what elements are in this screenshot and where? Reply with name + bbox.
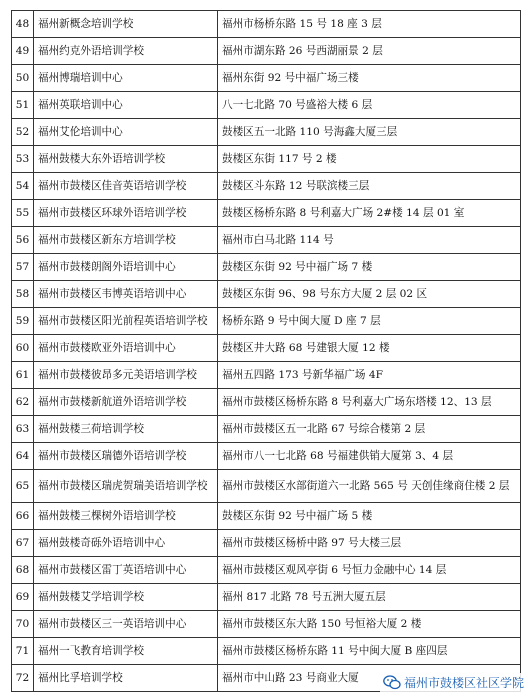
row-number: 61 <box>12 362 34 389</box>
school-address: 鼓楼区东街 117 号 2 楼 <box>218 146 521 173</box>
watermark <box>380 673 527 692</box>
row-number: 66 <box>12 503 34 530</box>
school-address: 鼓楼区东街 92 号中福广场 7 楼 <box>218 254 521 281</box>
school-name: 福州市鼓楼区韦博英语培训中心 <box>34 281 218 308</box>
school-name: 福州市鼓楼区雷丁英语培训中心 <box>34 557 218 584</box>
table-row <box>12 308 521 335</box>
school-name: 福州鼓楼三棵树外语培训学校 <box>34 503 218 530</box>
row-number: 63 <box>12 416 34 443</box>
school-address: 福州市鼓楼区杨桥东路 11 号中闽大厦 B 座四层 <box>218 638 521 665</box>
school-address: 福州市鼓楼区五一北路 67 号综合楼第 2 层 <box>218 416 521 443</box>
row-number: 70 <box>12 611 34 638</box>
table-row <box>12 611 521 638</box>
school-name: 福州鼓楼三荷培训学校 <box>34 416 218 443</box>
row-number: 48 <box>12 11 34 38</box>
row-number: 58 <box>12 281 34 308</box>
school-name: 福州一飞教育培训学校 <box>34 638 218 665</box>
row-number: 59 <box>12 308 34 335</box>
table-row <box>12 281 521 308</box>
school-address: 福州市湖东路 26 号西湖丽景 2 层 <box>218 38 521 65</box>
school-address: 福州市鼓楼区东大路 150 号恒裕大厦 2 楼 <box>218 611 521 638</box>
school-address: 鼓楼区井大路 68 号建银大厦 12 楼 <box>218 335 521 362</box>
school-name: 福州市鼓楼区新东方培训学校 <box>34 227 218 254</box>
row-number: 67 <box>12 530 34 557</box>
school-address: 福州市八一七北路 68 号福建供销大厦第 3、4 层 <box>218 443 521 470</box>
table-row <box>12 335 521 362</box>
table-row <box>12 584 521 611</box>
school-name: 福州市鼓楼新航道外语培训学校 <box>34 389 218 416</box>
training-school-table <box>11 10 521 692</box>
table-row <box>12 362 521 389</box>
table-row <box>12 443 521 470</box>
table-row <box>12 227 521 254</box>
table-row <box>12 146 521 173</box>
row-number: 50 <box>12 65 34 92</box>
table-row <box>12 11 521 38</box>
table-row <box>12 416 521 443</box>
row-number: 68 <box>12 557 34 584</box>
school-address: 鼓楼区杨桥东路 8 号利嘉大广场 2#楼 14 层 01 室 <box>218 200 521 227</box>
school-name: 福州市鼓楼欧亚外语培训中心 <box>34 335 218 362</box>
school-name: 福州市鼓楼区瑞德外语培训学校 <box>34 443 218 470</box>
row-number: 55 <box>12 200 34 227</box>
school-name: 福州市鼓楼区瑞虎贺瑞美语培训学校 <box>34 470 218 503</box>
school-name: 福州市鼓楼区阳光前程英语培训学校 <box>34 308 218 335</box>
watermark-text: 福州市鼓楼区社区学院 <box>403 676 524 690</box>
school-address: 福州五四路 173 号新华福广场 4F <box>218 362 521 389</box>
school-address: 杨桥东路 9 号中闽大厦 D 座 7 层 <box>218 308 521 335</box>
row-number: 71 <box>12 638 34 665</box>
table-row <box>12 65 521 92</box>
school-address: 福州市鼓楼区水部街道六一北路 565 号 天创佳缘商住楼 2 层 <box>218 470 521 503</box>
school-name: 福州鼓楼大东外语培训学校 <box>34 146 218 173</box>
school-name: 福州市鼓楼区佳音英语培训学校 <box>34 173 218 200</box>
school-name: 福州新概念培训学校 <box>34 11 218 38</box>
row-number: 54 <box>12 173 34 200</box>
table-row <box>12 503 521 530</box>
school-address: 鼓楼区东街 96、98 号东方大厦 2 层 02 区 <box>218 281 521 308</box>
school-name: 福州比孚培训学校 <box>34 665 218 692</box>
table-row <box>12 119 521 146</box>
row-number: 60 <box>12 335 34 362</box>
row-number: 51 <box>12 92 34 119</box>
school-address: 福州市鼓楼区杨桥东路 8 号利嘉大广场东塔楼 12、13 层 <box>218 389 521 416</box>
school-address: 福州市白马北路 114 号 <box>218 227 521 254</box>
table-row <box>12 92 521 119</box>
row-number: 64 <box>12 443 34 470</box>
school-address: 福州市鼓楼区观风亭街 6 号恒力金融中心 14 层 <box>218 557 521 584</box>
row-number: 72 <box>12 665 34 692</box>
school-name: 福州市鼓楼区三一英语培训中心 <box>34 611 218 638</box>
row-number: 62 <box>12 389 34 416</box>
row-number: 65 <box>12 470 34 503</box>
row-number: 49 <box>12 38 34 65</box>
table-row <box>12 530 521 557</box>
table-row <box>12 557 521 584</box>
table-row <box>12 173 521 200</box>
school-address: 八一七北路 70 号盛裕大楼 6 层 <box>218 92 521 119</box>
row-number: 57 <box>12 254 34 281</box>
table-row <box>12 38 521 65</box>
school-address: 福州 817 北路 78 号五洲大厦五层 <box>218 584 521 611</box>
wechat-icon <box>383 675 401 690</box>
table-row <box>12 254 521 281</box>
school-address: 福州市杨桥东路 15 号 18 座 3 层 <box>218 11 521 38</box>
school-name: 福州市鼓楼区环球外语培训学校 <box>34 200 218 227</box>
school-name: 福州鼓楼奇砾外语培训中心 <box>34 530 218 557</box>
table-body <box>12 11 521 692</box>
school-address: 福州市中山路 23 号商业大厦 <box>218 665 521 692</box>
school-address: 福州东街 92 号中福广场三楼 <box>218 65 521 92</box>
row-number: 53 <box>12 146 34 173</box>
school-name: 福州博瑞培训中心 <box>34 65 218 92</box>
school-name: 福州约克外语培训学校 <box>34 38 218 65</box>
school-name: 福州鼓楼艾学培训学校 <box>34 584 218 611</box>
school-name: 福州市鼓楼朗阁外语培训中心 <box>34 254 218 281</box>
row-number: 69 <box>12 584 34 611</box>
table-row <box>12 638 521 665</box>
school-name: 福州英联培训中心 <box>34 92 218 119</box>
row-number: 56 <box>12 227 34 254</box>
school-address: 鼓楼区东街 92 号中福广场 5 楼 <box>218 503 521 530</box>
table-row <box>12 200 521 227</box>
table-row <box>12 389 521 416</box>
table-row <box>12 470 521 503</box>
row-number: 52 <box>12 119 34 146</box>
school-name: 福州市鼓楼彼昂多元美语培训学校 <box>34 362 218 389</box>
school-address: 鼓楼区五一北路 110 号海鑫大厦三层 <box>218 119 521 146</box>
document-page <box>11 10 521 692</box>
school-address: 福州市鼓楼区杨桥中路 97 号大楼三层 <box>218 530 521 557</box>
school-address: 鼓楼区斗东路 12 号联滨楼三层 <box>218 173 521 200</box>
school-name: 福州艾伦培训中心 <box>34 119 218 146</box>
